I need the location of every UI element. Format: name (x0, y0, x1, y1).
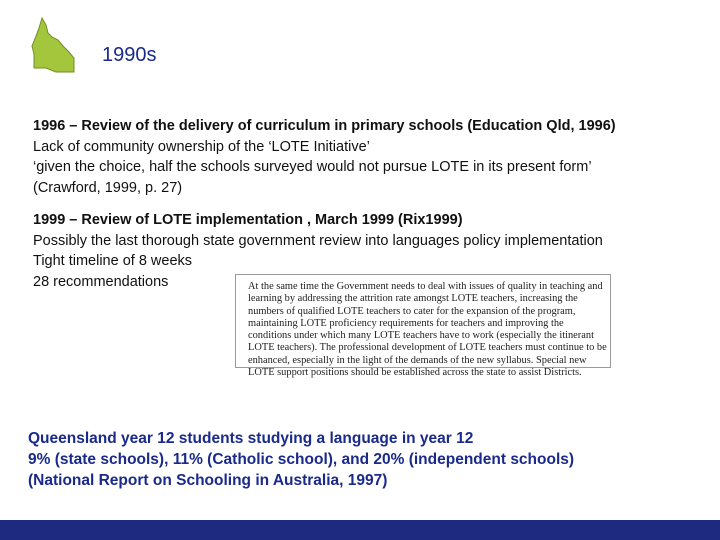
section-1999-line: Possibly the last thorough state government review into languages policy implementation (33, 232, 603, 249)
section-1999-heading: 1999 – Review of LOTE implementation , March 1999 (Rix1999) (33, 212, 463, 228)
quote-line: At the same time the Government needs to deal with issues of quality in teaching and (248, 281, 603, 292)
queensland-map-icon (30, 16, 78, 74)
highlight-line: Queensland year 12 students studying a language in year 12 (28, 430, 474, 447)
quote-line: LOTE teachers). The professional development of LOTE teachers must continue to be (248, 342, 607, 354)
section-1996-line: Lack of community ownership of the ‘LOTE Initiative’ (33, 138, 370, 155)
section-1996-line: (Crawford, 1999, p. 27) (33, 179, 183, 196)
quote-line: enhanced, especially in the light of the demands of the new syllabus. Special new (248, 354, 587, 366)
highlight-line: 9% (state schools), 11% (Catholic school), and 20% (independent schools) (28, 451, 575, 468)
quote-excerpt-box (235, 274, 611, 379)
section-1999-line: Tight timeline of 8 weeks (33, 253, 193, 269)
quote-line: conditions under which many LOTE teachers have to work (especially the itinerant (248, 330, 594, 342)
slide-title: 1990s (102, 44, 157, 66)
quote-line: numbers of qualified LOTE teachers to cater for the expansion of the program, (248, 305, 576, 317)
section-1996-heading: 1996 – Review of the delivery of curriculum in primary schools (Education Qld, 1996) (33, 118, 616, 134)
quote-line: LOTE support positions should be established across the state to assist Districts. (248, 367, 582, 379)
section-1996 (33, 116, 616, 198)
footer-bar (0, 520, 720, 540)
section-1996-line: ‘given the choice, half the schools surveyed would not pursue LOTE in its present form’ (33, 159, 592, 175)
statistics-highlight (28, 428, 574, 491)
quote-line: maintaining LOTE proficiency requirements for teachers and improving the (248, 317, 564, 329)
section-1999-line: 28 recommendations (33, 273, 169, 290)
quote-line: learning by addressing the attrition rate amongst LOTE teachers, increasing the (248, 293, 578, 305)
highlight-line: (National Report on Schooling in Australia, 1997) (28, 472, 388, 489)
